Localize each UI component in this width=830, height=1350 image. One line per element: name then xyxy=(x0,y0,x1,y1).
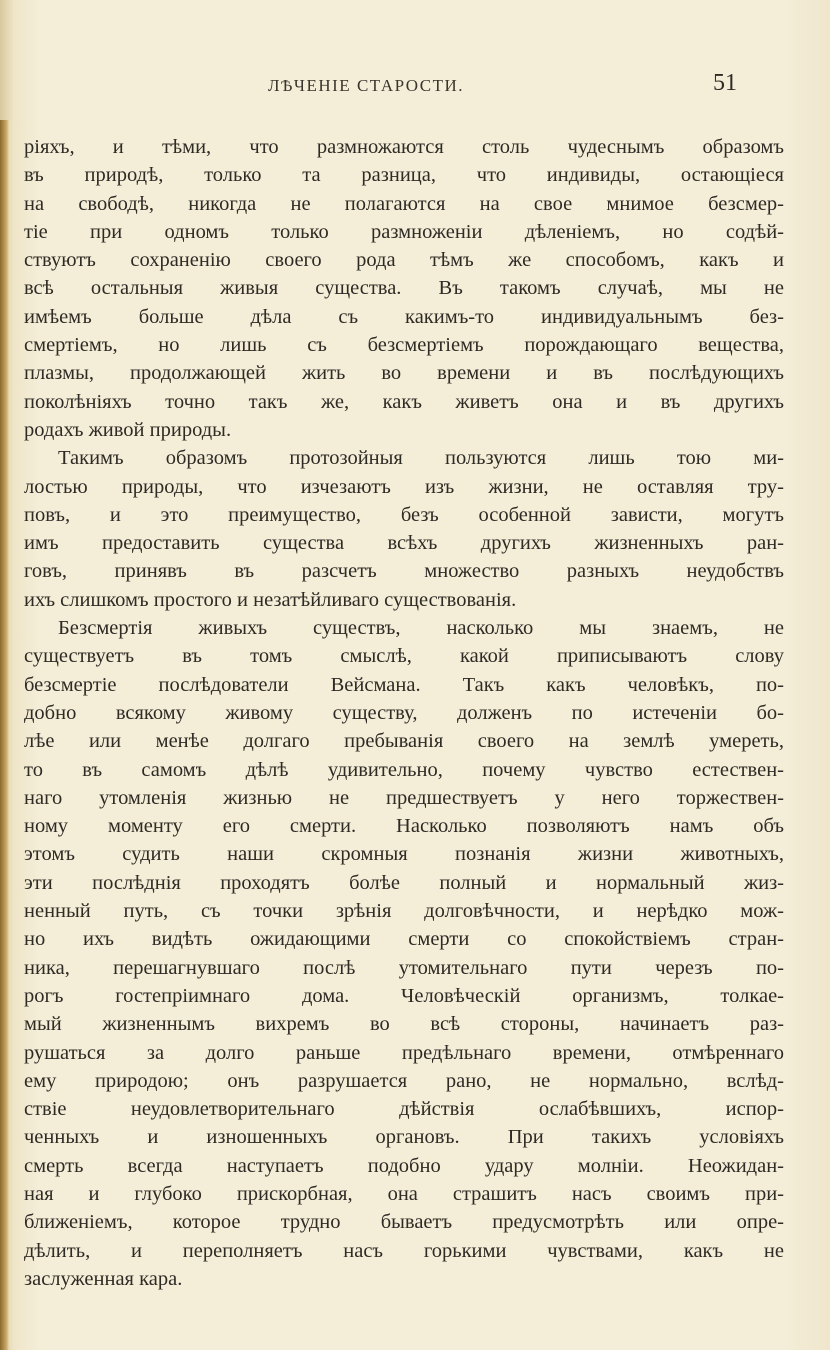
text-line: рушаться за долго раньше предѣльнаго времени, отмѣреннаго xyxy=(24,1041,784,1064)
text-line: ріяхъ, и тѣми, что размножаются столь чудеснымъ образомъ xyxy=(24,136,784,158)
text-line: ствуютъ сохраненію своего рода тѣмъ же способомъ, какъ и xyxy=(24,249,784,272)
body-text xyxy=(24,133,784,1293)
text-line: повъ, и это преимущество, безъ особенной зависти, могутъ xyxy=(24,503,784,526)
text-line: заслуженная кара. xyxy=(24,1267,183,1290)
page-binding-edge xyxy=(0,120,9,1350)
text-line: всѣ остальныя живыя существа. Въ такомъ случаѣ, мы не xyxy=(24,277,784,300)
text-line: имъ предоставить существа всѣхъ другихъ жизненныхъ ран- xyxy=(24,532,784,555)
text-line: ная и глубоко прискорбная, она страшитъ насъ своимъ при- xyxy=(24,1182,784,1205)
text-line: безсмертіе послѣдователи Вейсмана. Такъ какъ человѣкъ, по- xyxy=(24,673,784,696)
text-line: тіе при одномъ только размноженіи дѣленіемъ, но содѣй- xyxy=(24,220,784,243)
page-number: 51 xyxy=(713,70,737,96)
text-line: лѣе или менѣе долгаго пребыванія своего на землѣ умереть, xyxy=(24,730,784,753)
text-line: ствіе неудовлетворительнаго дѣйствія ослабѣвшихъ, испор- xyxy=(24,1098,784,1121)
text-line: ему природою; онъ разрушается рано, не нормально, вслѣд- xyxy=(24,1069,784,1092)
text-line: ника, перешагнувшаго послѣ утомительнаго пути черезъ по- xyxy=(24,956,784,979)
text-line: на свободѣ, никогда не полагаются на свое мнимое безсмер- xyxy=(24,192,784,215)
text-line: смерть всегда наступаетъ подобно удару молніи. Неожидан- xyxy=(24,1154,784,1177)
text-line: плазмы, продолжающей жить во времени и въ послѣдующихъ xyxy=(24,362,784,385)
text-line: въ природѣ, только та разница, что индивиды, остающіеся xyxy=(24,164,784,187)
text-line: Безсмертія живыхъ существъ, насколько мы знаемъ, не xyxy=(58,617,784,640)
text-line: ному моменту его смерти. Насколько позволяютъ намъ объ xyxy=(24,815,784,838)
text-line: но ихъ видѣть ожидающими смерти со спокойствіемъ стран- xyxy=(24,928,784,951)
text-line: добно всякому живому существу, долженъ по истеченіи бо- xyxy=(24,701,784,724)
text-line: говъ, принявъ въ разсчетъ множество разныхъ неудобствъ xyxy=(24,560,784,583)
text-line: ченныхъ и изношенныхъ органовъ. При такихъ условіяхъ xyxy=(24,1126,784,1149)
text-line: ихъ слишкомъ простого и незатѣйливаго существованія. xyxy=(24,588,517,611)
text-line: этомъ судить наши скромныя познанія жизни животныхъ, xyxy=(24,843,784,866)
text-line: Такимъ образомъ протозойныя пользуются лишь тою ми- xyxy=(58,447,784,470)
text-line: наго утомленія жизнью не предшествуетъ у него торжествен- xyxy=(24,786,784,809)
text-line: ближеніемъ, которое трудно бываетъ предусмотрѣть или опре- xyxy=(24,1211,784,1234)
text-line: то въ самомъ дѣлѣ удивительно, почему чувство естествен- xyxy=(24,758,784,781)
text-line: существуетъ въ томъ смыслѣ, какой приписываютъ слову xyxy=(24,645,784,668)
text-line: дѣлить, и переполняетъ насъ горькими чувствами, какъ не xyxy=(24,1239,784,1262)
text-line: мый жизненнымъ вихремъ во всѣ стороны, начинаетъ раз- xyxy=(24,1013,784,1036)
text-line: ненный путь, съ точки зрѣнія долговѣчности, и нерѣдко мож- xyxy=(24,900,784,923)
text-line: имѣемъ больше дѣла съ какимъ-то индивидуальнымъ без- xyxy=(24,305,784,328)
text-line: рогъ гостепріимнаго дома. Человѣческій организмъ, толкае- xyxy=(24,984,784,1007)
text-line: лостью природы, что изчезаютъ изъ жизни, не оставляя тру- xyxy=(24,475,784,498)
text-line: поколѣніяхъ точно такъ же, какъ живетъ она и въ другихъ xyxy=(24,390,784,413)
running-head: ЛѢЧЕНІЕ СТАРОСТИ. xyxy=(268,76,464,95)
text-line: эти послѣднія проходятъ болѣе полный и нормальный жиз- xyxy=(24,871,784,894)
text-line: смертіемъ, но лишь съ безсмертіемъ порождающаго вещества, xyxy=(24,334,784,357)
text-line: родахъ живой природы. xyxy=(24,418,232,441)
page-header xyxy=(0,68,830,100)
